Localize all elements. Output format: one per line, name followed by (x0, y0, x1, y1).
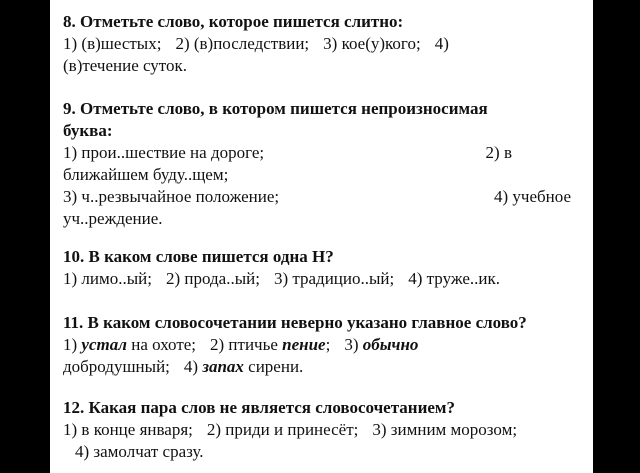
option-9-1: 1) прои..шествие на дороге; (63, 143, 265, 162)
option-9-2-continued: ближайшем буду..щем; (63, 165, 229, 184)
option-10-4: 4) труже..ик. (408, 269, 501, 288)
option-9-4: 4) учебное (493, 187, 571, 206)
option-10-3: 3) традицио..ый; (273, 269, 395, 288)
option-9-3: 3) ч..резвычайное положение; (63, 187, 280, 206)
option-12-4: 4) замолчат сразу. (75, 442, 204, 461)
question-9-title-line2: буква: (63, 121, 113, 140)
question-11-title: 11. В каком словосочетании неверно указано главное слово? (63, 313, 527, 332)
question-9-title-line1: 9. Отметьте слово, в котором пишется непроизносимая (63, 99, 488, 118)
option-11-2-main-word: пение (282, 335, 326, 354)
worksheet (50, 0, 593, 473)
option-8-1: 1) (в)шестых; (63, 34, 162, 53)
question-11-options-line2 (63, 356, 587, 378)
option-12-1: 1) в конце января; (63, 420, 193, 439)
question-12 (63, 397, 587, 463)
option-12-3: 3) зимним морозом; (372, 420, 518, 439)
question-12-title: 12. Какая пара слов не является словосочетанием? (63, 398, 455, 417)
question-10-title: 10. В каком слове пишется одна Н? (63, 247, 334, 266)
option-11-3-number: 3) (344, 335, 359, 354)
option-9-4-continued: уч..реждение. (63, 209, 163, 228)
option-11-1-rest: на охоте; (131, 335, 197, 354)
question-10-options (63, 268, 587, 290)
question-9-options-line2 (63, 186, 587, 208)
option-10-1: 1) лимо..ый; (63, 269, 152, 288)
option-11-3-main-word: обычно (362, 335, 419, 354)
option-11-2-end: ; (325, 335, 331, 354)
question-9-options-line1 (63, 142, 587, 164)
option-8-4-continued: (в)течение суток. (63, 56, 188, 75)
option-8-3: 3) кое(у)кого; (323, 34, 421, 53)
option-12-2: 2) приди и принесёт; (206, 420, 359, 439)
option-11-4-number: 4) (183, 357, 199, 376)
option-8-4: 4) (434, 34, 449, 53)
question-10 (63, 246, 587, 290)
question-11-options-line1 (63, 334, 587, 356)
option-11-1-number: 1) (63, 335, 78, 354)
option-9-2: 2) в (485, 143, 512, 162)
question-12-options-line1 (63, 419, 587, 441)
option-8-2: 2) (в)последствии; (175, 34, 310, 53)
question-8-options-line1 (63, 33, 587, 55)
question-11 (63, 312, 587, 378)
option-11-4-main-word: запах (202, 357, 244, 376)
question-8-title: 8. Отметьте слово, которое пишется слитно: (63, 12, 404, 31)
question-9 (63, 98, 587, 230)
option-11-3-continued: добродушный; (63, 357, 170, 376)
option-11-4-rest: сирени. (248, 357, 304, 376)
option-11-1-main-word: устал (81, 335, 127, 354)
option-10-2: 2) прода..ый; (166, 269, 260, 288)
question-8 (63, 11, 587, 77)
option-11-2-number: 2) птичье (210, 335, 278, 354)
